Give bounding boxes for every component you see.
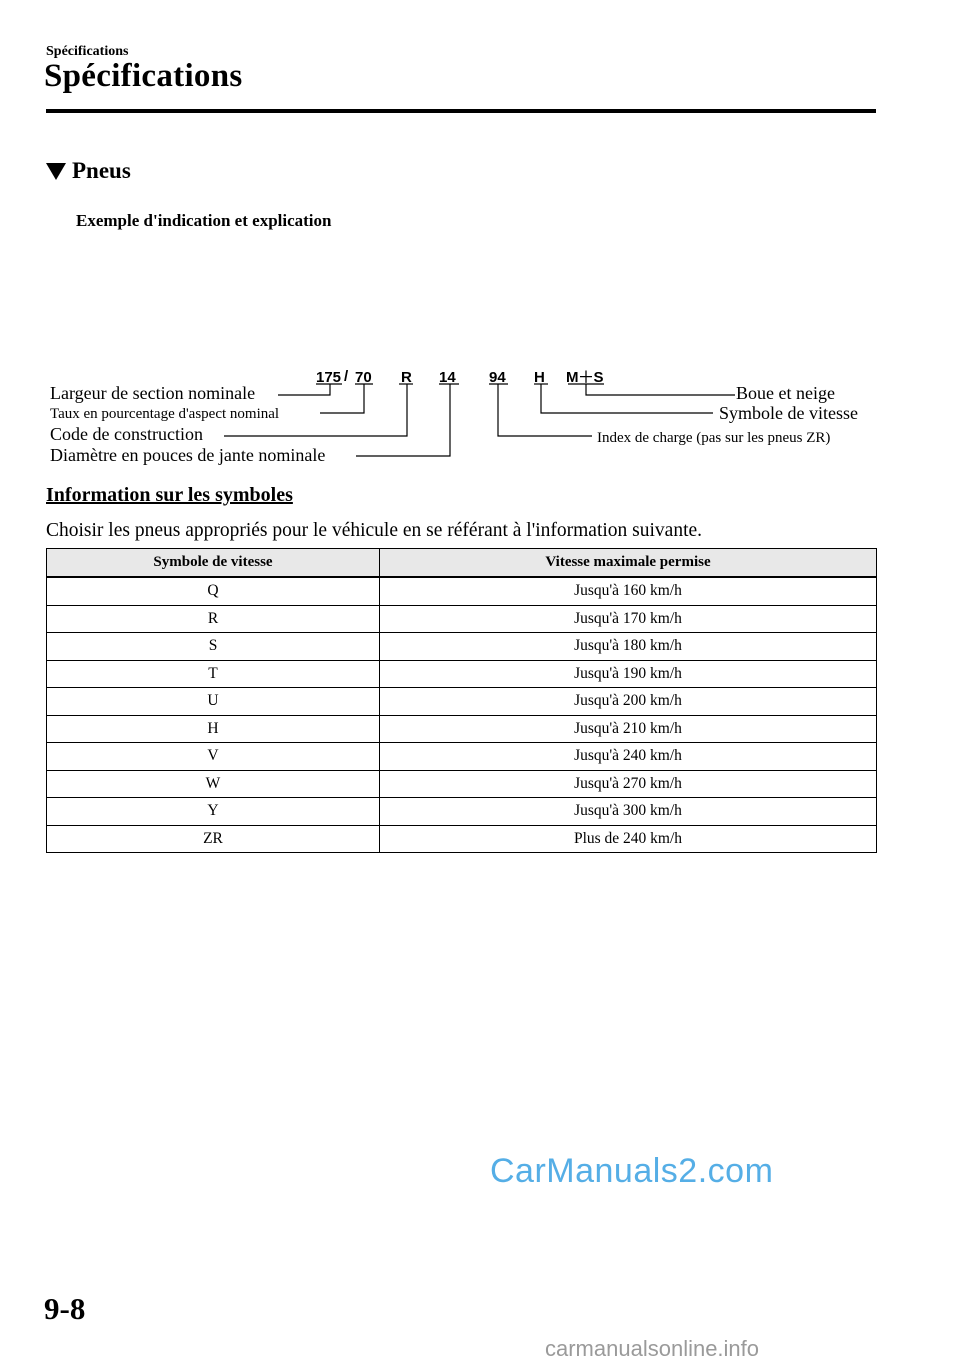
footer-site-mark: carmanualsonline.info bbox=[545, 1336, 760, 1361]
info-title: Information sur les symboles bbox=[46, 484, 293, 506]
speed-cell: Jusqu'à 240 km/h bbox=[380, 743, 877, 771]
table-row bbox=[47, 798, 877, 826]
symbol-cell: V bbox=[47, 743, 380, 771]
speed-cell: Jusqu'à 180 km/h bbox=[380, 633, 877, 661]
table-row bbox=[47, 577, 877, 605]
symbol-cell: U bbox=[47, 688, 380, 716]
table-row bbox=[47, 660, 877, 688]
label-load: Index de charge (pas sur les pneus ZR) bbox=[597, 430, 831, 446]
table-row bbox=[47, 633, 877, 661]
watermark-text: CarManuals2.com bbox=[490, 1152, 774, 1190]
table-row bbox=[47, 715, 877, 743]
speed-cell: Jusqu'à 300 km/h bbox=[380, 798, 877, 826]
code-rim: 14 bbox=[439, 369, 456, 386]
running-header: Spécifications bbox=[46, 44, 129, 59]
speed-cell: Jusqu'à 270 km/h bbox=[380, 770, 877, 798]
header-speed-symbol: Symbole de vitesse bbox=[47, 549, 380, 578]
label-aspect: Taux en pourcentage d'aspect nominal bbox=[50, 406, 280, 422]
speed-cell: Jusqu'à 160 km/h bbox=[380, 577, 877, 605]
code-aspect: 70 bbox=[355, 369, 372, 386]
code-width: 175 bbox=[316, 369, 342, 386]
speed-cell: Jusqu'à 190 km/h bbox=[380, 660, 877, 688]
label-construction: Code de construction bbox=[50, 424, 203, 444]
code-load: 94 bbox=[489, 369, 506, 386]
symbol-cell: Q bbox=[47, 577, 380, 605]
table-header-row bbox=[47, 549, 877, 578]
symbol-cell: W bbox=[47, 770, 380, 798]
section-heading bbox=[46, 158, 131, 184]
tire-code-diagram bbox=[0, 355, 960, 473]
header-rule bbox=[46, 109, 876, 113]
symbol-cell: T bbox=[47, 660, 380, 688]
symbol-cell: Y bbox=[47, 798, 380, 826]
label-width: Largeur de section nominale bbox=[50, 383, 256, 403]
table-row bbox=[47, 605, 877, 633]
speed-symbol-table bbox=[46, 548, 877, 853]
code-speed: H bbox=[534, 369, 545, 386]
symbol-cell: ZR bbox=[47, 825, 380, 853]
table-row bbox=[47, 688, 877, 716]
section-title-text: Pneus bbox=[72, 158, 131, 183]
label-rim: Diamètre en pouces de jante nominale bbox=[50, 445, 326, 465]
code-mud: M＋S bbox=[566, 369, 604, 386]
triangle-down-icon bbox=[46, 163, 66, 180]
symbol-cell: S bbox=[47, 633, 380, 661]
speed-cell: Jusqu'à 170 km/h bbox=[380, 605, 877, 633]
speed-cell: Jusqu'à 200 km/h bbox=[380, 688, 877, 716]
speed-cell: Plus de 240 km/h bbox=[380, 825, 877, 853]
label-speed: Symbole de vitesse bbox=[719, 403, 858, 423]
symbol-cell: H bbox=[47, 715, 380, 743]
header-max-speed: Vitesse maximale permise bbox=[380, 549, 877, 578]
code-construction: R bbox=[401, 369, 412, 386]
intro-text: Choisir les pneus appropriés pour le véhicule en se référant à l'information suivante. bbox=[46, 520, 703, 541]
table-row bbox=[47, 743, 877, 771]
speed-cell: Jusqu'à 210 km/h bbox=[380, 715, 877, 743]
table-row bbox=[47, 825, 877, 853]
symbol-cell: R bbox=[47, 605, 380, 633]
code-slash: / bbox=[344, 368, 349, 385]
table-row bbox=[47, 770, 877, 798]
chapter-title: Spécifications bbox=[44, 58, 243, 94]
label-mud: Boue et neige bbox=[736, 383, 835, 403]
example-caption: Exemple d'indication et explication bbox=[76, 211, 332, 230]
page-number: 9-8 bbox=[44, 1291, 86, 1326]
